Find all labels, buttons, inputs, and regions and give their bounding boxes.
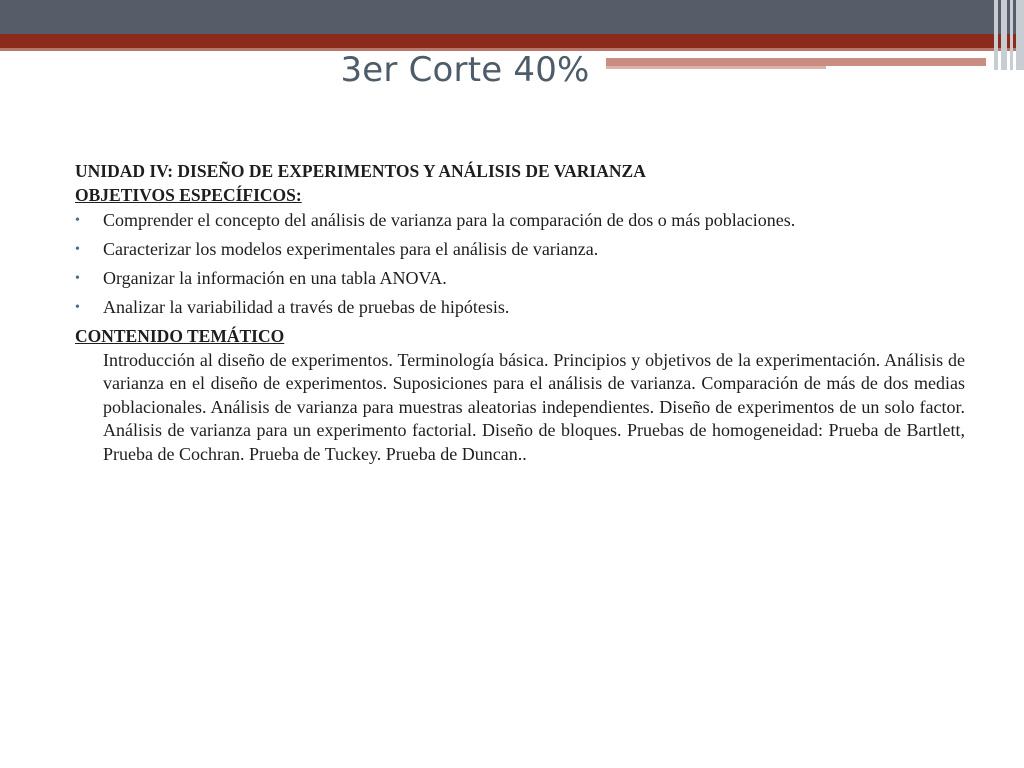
content-paragraph: Introducción al diseño de experimentos. Terminología básica. Principios y objetivos de la experimentación. Análisis de varianza en el diseño de experimentos. Suposiciones para el análisis de varianza. Comparación de más de dos medias poblacionales. Análisis de varianza para muestras aleatorias independientes. Diseño de experimentos de un solo factor. Análisis de varianza para un experimento factorial. Diseño de bloques. Pruebas de homogeneidad: Prueba de Bartlett, Prueba de Cochran. Prueba de Tuckey. Prueba de Duncan..	[103, 349, 965, 464]
objective-text: Analizar la variabilidad a través de pruebas de hipótesis.	[103, 297, 510, 317]
list-item	[75, 209, 965, 233]
list-item	[75, 296, 965, 320]
slide-title: 3er Corte 40%	[340, 50, 590, 90]
list-item	[75, 238, 965, 262]
list-item	[75, 267, 965, 291]
objectives-list	[75, 209, 965, 320]
slide-content	[75, 160, 965, 466]
bullet-icon: •	[75, 300, 80, 315]
bullet-icon: •	[75, 242, 80, 257]
bullet-icon: •	[75, 213, 80, 228]
unit-heading: UNIDAD IV: DISEÑO DE EXPERIMENTOS Y ANÁLISIS DE VARIANZA	[75, 161, 646, 181]
header-right-stripes	[984, 0, 1024, 70]
objectives-heading: OBJETIVOS ESPECÍFICOS:	[75, 184, 302, 205]
objective-text: Caracterizar los modelos experimentales para el análisis de varianza.	[103, 239, 599, 259]
content-heading: CONTENIDO TEMÁTICO	[75, 326, 285, 346]
objective-text: Comprender el concepto del análisis de varianza para la comparación de dos o más poblaciones.	[103, 210, 796, 230]
objective-text: Organizar la información en una tabla ANOVA.	[103, 268, 447, 288]
header-red-band	[0, 34, 1024, 48]
header-top-band	[0, 0, 1024, 34]
bullet-icon: •	[75, 271, 80, 286]
